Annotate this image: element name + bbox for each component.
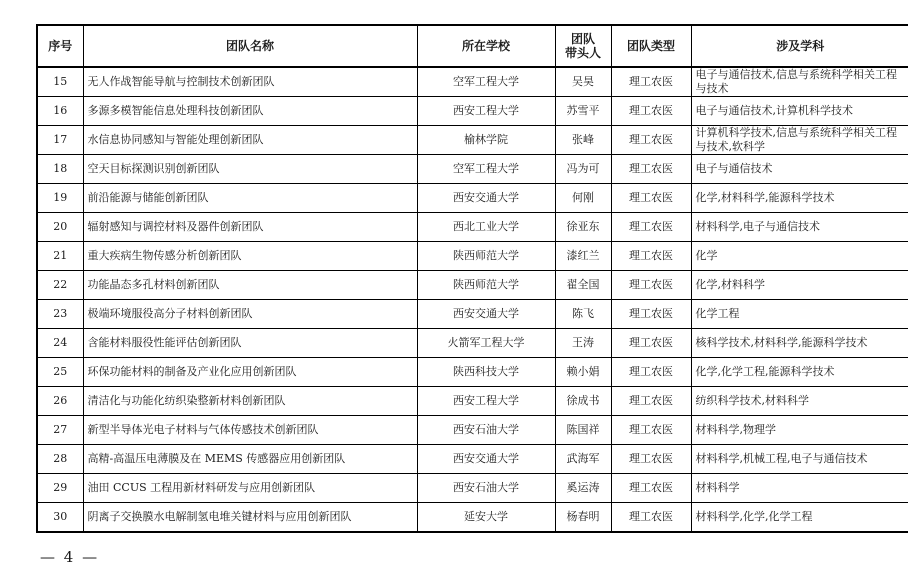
cell-school: 空军工程大学 <box>417 155 555 184</box>
cell-leader: 漆红兰 <box>555 242 611 271</box>
cell-number: 22 <box>37 271 83 300</box>
cell-number: 18 <box>37 155 83 184</box>
cell-school: 西安交通大学 <box>417 184 555 213</box>
cell-number: 29 <box>37 474 83 503</box>
table-row <box>37 358 908 387</box>
header-school: 所在学校 <box>417 25 555 67</box>
cell-school: 陕西科技大学 <box>417 358 555 387</box>
cell-subject: 计算机科学技术,信息与系统科学相关工程与技术,软科学 <box>691 126 908 155</box>
cell-number: 16 <box>37 97 83 126</box>
cell-leader: 徐成书 <box>555 387 611 416</box>
cell-subject: 材料科学 <box>691 474 908 503</box>
table-row <box>37 126 908 155</box>
cell-school: 西安工程大学 <box>417 387 555 416</box>
cell-team-type: 理工农医 <box>611 242 691 271</box>
cell-team-type: 理工农医 <box>611 445 691 474</box>
cell-school: 西安工程大学 <box>417 97 555 126</box>
cell-number: 20 <box>37 213 83 242</box>
cell-leader: 徐亚东 <box>555 213 611 242</box>
table-row <box>37 416 908 445</box>
header-team-name: 团队名称 <box>83 25 417 67</box>
cell-leader: 翟全国 <box>555 271 611 300</box>
cell-team-type: 理工农医 <box>611 155 691 184</box>
cell-school: 西安石油大学 <box>417 474 555 503</box>
cell-subject: 电子与通信技术,信息与系统科学相关工程与技术 <box>691 67 908 97</box>
cell-school: 陕西师范大学 <box>417 271 555 300</box>
table-row <box>37 474 908 503</box>
cell-school: 空军工程大学 <box>417 67 555 97</box>
cell-team-type: 理工农医 <box>611 387 691 416</box>
cell-number: 19 <box>37 184 83 213</box>
cell-leader: 苏雪平 <box>555 97 611 126</box>
cell-subject: 化学,材料科学 <box>691 271 908 300</box>
cell-leader: 冯为可 <box>555 155 611 184</box>
cell-number: 23 <box>37 300 83 329</box>
header-row <box>37 25 908 67</box>
cell-team-name: 高精-高温压电薄膜及在 MEMS 传感器应用创新团队 <box>83 445 417 474</box>
table-row <box>37 242 908 271</box>
table-row <box>37 67 908 97</box>
cell-number: 25 <box>37 358 83 387</box>
cell-team-type: 理工农医 <box>611 416 691 445</box>
cell-team-name: 极端环境服役高分子材料创新团队 <box>83 300 417 329</box>
cell-team-name: 新型半导体光电子材料与气体传感技术创新团队 <box>83 416 417 445</box>
cell-team-name: 无人作战智能导航与控制技术创新团队 <box>83 67 417 97</box>
table-row <box>37 445 908 474</box>
cell-school: 火箭军工程大学 <box>417 329 555 358</box>
table-row <box>37 155 908 184</box>
header-number: 序号 <box>37 25 83 67</box>
cell-subject: 材料科学,化学,化学工程 <box>691 503 908 533</box>
cell-team-name: 空天目标探测识别创新团队 <box>83 155 417 184</box>
cell-team-type: 理工农医 <box>611 503 691 533</box>
cell-team-name: 水信息协同感知与智能处理创新团队 <box>83 126 417 155</box>
cell-team-name: 含能材料服役性能评估创新团队 <box>83 329 417 358</box>
table-row <box>37 213 908 242</box>
cell-number: 24 <box>37 329 83 358</box>
header-leader-label: 团队 带头人 <box>564 32 601 60</box>
page-number: — 4 — <box>40 548 100 566</box>
cell-school: 西安交通大学 <box>417 445 555 474</box>
cell-team-name: 重大疾病生物传感分析创新团队 <box>83 242 417 271</box>
cell-team-name: 辐射感知与调控材料及器件创新团队 <box>83 213 417 242</box>
cell-team-type: 理工农医 <box>611 358 691 387</box>
cell-school: 西安交通大学 <box>417 300 555 329</box>
cell-team-name: 功能晶态多孔材料创新团队 <box>83 271 417 300</box>
cell-team-type: 理工农医 <box>611 329 691 358</box>
cell-leader: 王涛 <box>555 329 611 358</box>
cell-team-type: 理工农医 <box>611 300 691 329</box>
cell-subject: 化学工程 <box>691 300 908 329</box>
cell-subject: 电子与通信技术,计算机科学技术 <box>691 97 908 126</box>
cell-subject: 化学,材料科学,能源科学技术 <box>691 184 908 213</box>
table-row <box>37 271 908 300</box>
cell-leader: 杨春明 <box>555 503 611 533</box>
cell-leader: 陈国祥 <box>555 416 611 445</box>
cell-team-type: 理工农医 <box>611 67 691 97</box>
cell-leader: 奚运涛 <box>555 474 611 503</box>
cell-school: 延安大学 <box>417 503 555 533</box>
cell-number: 26 <box>37 387 83 416</box>
header-leader <box>555 25 611 67</box>
cell-team-type: 理工农医 <box>611 97 691 126</box>
cell-subject: 电子与通信技术 <box>691 155 908 184</box>
cell-leader: 陈飞 <box>555 300 611 329</box>
cell-number: 27 <box>37 416 83 445</box>
header-team-type: 团队类型 <box>611 25 691 67</box>
cell-team-name: 前沿能源与储能创新团队 <box>83 184 417 213</box>
table-row <box>37 329 908 358</box>
cell-school: 陕西师范大学 <box>417 242 555 271</box>
cell-leader: 张峰 <box>555 126 611 155</box>
cell-team-type: 理工农医 <box>611 184 691 213</box>
cell-subject: 化学 <box>691 242 908 271</box>
cell-team-name: 清洁化与功能化纺织染整新材料创新团队 <box>83 387 417 416</box>
cell-number: 30 <box>37 503 83 533</box>
cell-team-type: 理工农医 <box>611 474 691 503</box>
cell-leader: 武海军 <box>555 445 611 474</box>
cell-number: 21 <box>37 242 83 271</box>
table-row <box>37 300 908 329</box>
cell-number: 15 <box>37 67 83 97</box>
header-subject: 涉及学科 <box>691 25 908 67</box>
table-body <box>37 67 908 532</box>
cell-school: 西安石油大学 <box>417 416 555 445</box>
cell-number: 28 <box>37 445 83 474</box>
cell-subject: 核科学技术,材料科学,能源科学技术 <box>691 329 908 358</box>
table-row <box>37 503 908 533</box>
cell-team-type: 理工农医 <box>611 271 691 300</box>
table-row <box>37 387 908 416</box>
cell-school: 西北工业大学 <box>417 213 555 242</box>
table-row <box>37 184 908 213</box>
cell-team-name: 环保功能材料的制备及产业化应用创新团队 <box>83 358 417 387</box>
cell-team-name: 油田 CCUS 工程用新材料研发与应用创新团队 <box>83 474 417 503</box>
cell-school: 榆林学院 <box>417 126 555 155</box>
cell-leader: 吴昊 <box>555 67 611 97</box>
team-table <box>36 24 908 533</box>
cell-number: 17 <box>37 126 83 155</box>
cell-team-name: 多源多模智能信息处理科技创新团队 <box>83 97 417 126</box>
cell-team-type: 理工农医 <box>611 126 691 155</box>
cell-leader: 赖小娟 <box>555 358 611 387</box>
cell-team-type: 理工农医 <box>611 213 691 242</box>
cell-subject: 纺织科学技术,材料科学 <box>691 387 908 416</box>
cell-subject: 化学,化学工程,能源科学技术 <box>691 358 908 387</box>
cell-subject: 材料科学,机械工程,电子与通信技术 <box>691 445 908 474</box>
cell-leader: 何刚 <box>555 184 611 213</box>
table-row <box>37 97 908 126</box>
cell-team-name: 阴离子交换膜水电解制氢电堆关键材料与应用创新团队 <box>83 503 417 533</box>
cell-subject: 材料科学,物理学 <box>691 416 908 445</box>
cell-subject: 材料科学,电子与通信技术 <box>691 213 908 242</box>
